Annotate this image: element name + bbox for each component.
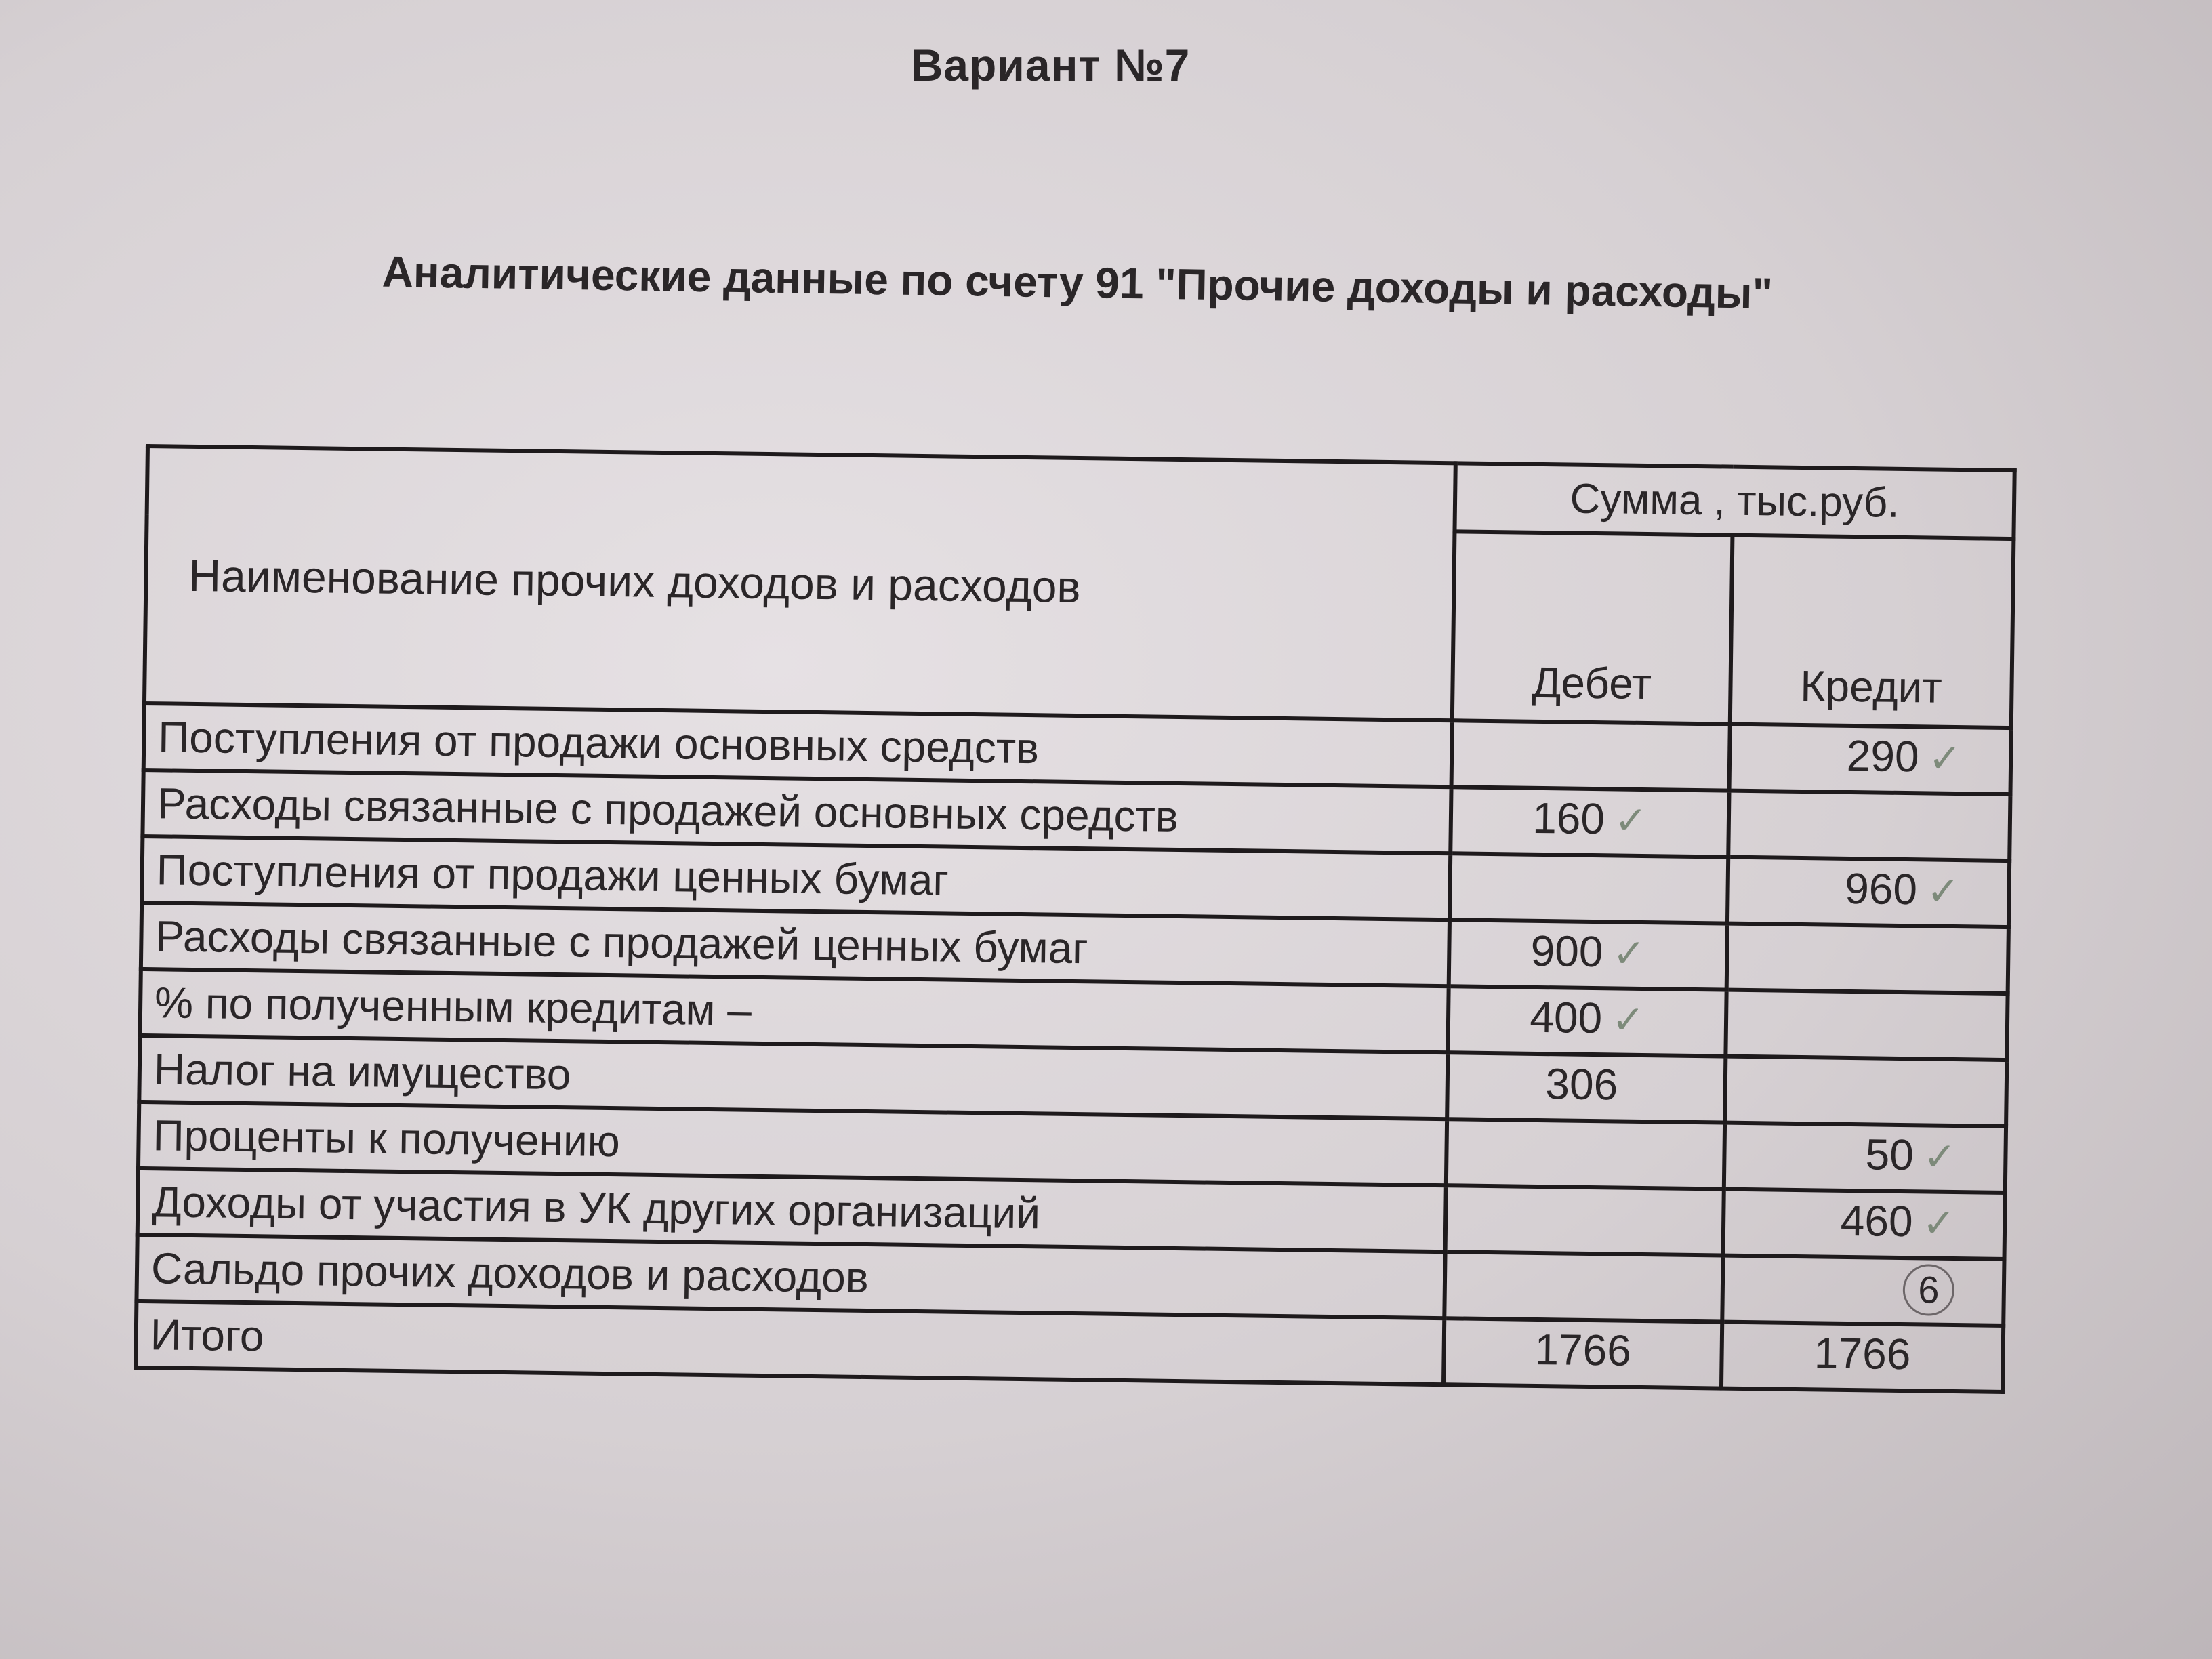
row-name: Сальдо прочих доходов и расходов	[136, 1235, 1445, 1318]
debit-cell	[1452, 720, 1730, 790]
credit-value: 50	[1865, 1130, 1914, 1180]
debit-value: 400	[1529, 992, 1603, 1043]
credit-cell	[1722, 1256, 2004, 1326]
credit-value	[1948, 998, 1949, 1047]
row-name: Поступления от продажи ценных бумаг	[142, 836, 1450, 920]
document-title: Аналитические данные по счету 91 "Прочие доходы и расходы"	[382, 247, 1774, 318]
debit-cell	[1447, 1052, 1725, 1122]
credit-cell	[1725, 1057, 2007, 1126]
checkmark-icon	[1960, 803, 1961, 847]
circled-credit-value: 6	[1902, 1264, 1954, 1316]
credit-total: 1766	[1814, 1328, 1911, 1379]
header-debit-cell: Дебет	[1452, 531, 1733, 724]
credit-value: 290	[1846, 731, 1920, 781]
debit-cell	[1444, 1252, 1723, 1322]
credit-cell	[1729, 724, 2011, 794]
checkmark-icon	[1627, 1065, 1628, 1109]
checkmark-icon: ✓	[1926, 869, 1961, 914]
checkmark-icon: ✓	[1611, 998, 1645, 1043]
row-name: Налог на имущество	[139, 1036, 1448, 1119]
debit-value	[1580, 1126, 1581, 1175]
debit-cell	[1446, 1185, 1724, 1255]
checkmark-icon	[1590, 1130, 1591, 1174]
header-credit-cell: Кредит	[1730, 535, 2014, 728]
credit-value: 460	[1840, 1195, 1914, 1246]
debit-cell	[1450, 853, 1728, 923]
header-sum-cell: Сумма , тыс.руб.	[1454, 463, 2014, 539]
row-name: Итого	[136, 1301, 1444, 1385]
row-name: Расходы связанные с продажей основных средств	[142, 770, 1451, 853]
checkmark-icon: ✓	[1614, 798, 1648, 844]
debit-cell	[1443, 1318, 1722, 1388]
checkmark-icon	[1595, 732, 1596, 776]
credit-cell	[1721, 1322, 2003, 1392]
debit-cell	[1448, 986, 1726, 1056]
credit-cell	[1723, 1189, 2005, 1259]
variant-label: Вариант №7	[910, 40, 1191, 90]
row-name: Расходы связанные с продажей ценных бумаг	[141, 903, 1450, 986]
accounts-table-wrapper	[134, 444, 2013, 1394]
credit-cell	[1727, 857, 2009, 927]
credit-cell	[1727, 924, 2009, 994]
row-name: Доходы от участия в УК других организаций	[138, 1168, 1446, 1252]
debit-cell	[1449, 920, 1727, 989]
credit-value	[1950, 799, 1951, 848]
row-name: % по полученным кредитам –	[140, 969, 1449, 1052]
accounts-table	[134, 444, 2017, 1394]
checkmark-icon	[1589, 1197, 1590, 1241]
debit-cell	[1450, 787, 1729, 857]
credit-cell	[1725, 990, 2007, 1060]
credit-cell	[1728, 791, 2010, 861]
credit-value: 960	[1844, 863, 1918, 914]
checkmark-icon: ✓	[1612, 931, 1646, 977]
debit-cell	[1446, 1119, 1725, 1189]
header-name-cell: Наименование прочих доходов и расходов	[144, 446, 1456, 720]
credit-cell	[1724, 1123, 2006, 1193]
credit-value	[1947, 1065, 1948, 1113]
credit-value	[1949, 932, 1950, 981]
row-name: Проценты к получению	[138, 1102, 1447, 1185]
checkmark-icon: ✓	[1923, 1134, 1957, 1180]
debit-value: 160	[1532, 793, 1605, 844]
row-name: Поступления от продажи основных средств	[144, 703, 1452, 787]
checkmark-icon	[1593, 865, 1594, 909]
checkmark-icon: ✓	[1928, 736, 1962, 781]
debit-total: 1766	[1534, 1324, 1632, 1375]
debit-value: 306	[1544, 1059, 1618, 1109]
checkmark-icon: ✓	[1922, 1201, 1956, 1246]
debit-value: 900	[1530, 926, 1603, 977]
checkmark-icon	[1958, 1002, 1959, 1046]
